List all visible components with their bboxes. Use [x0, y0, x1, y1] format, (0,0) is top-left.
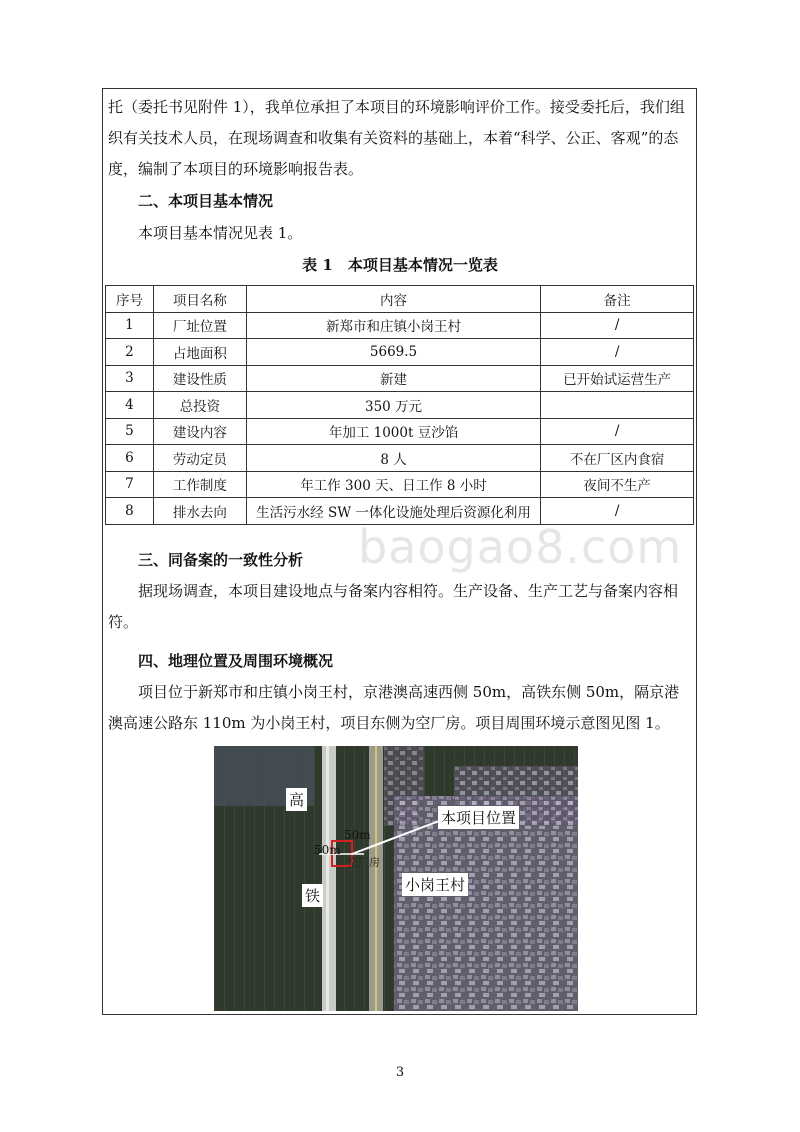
map-label-distance-west: 50m	[314, 843, 341, 857]
table-cell: 7	[106, 471, 154, 498]
table-cell: 1	[106, 312, 154, 339]
header-cell: 备注	[541, 286, 694, 313]
table-header-row	[106, 286, 694, 313]
header-cell: 项目名称	[153, 286, 246, 313]
table-cell: 6	[106, 445, 154, 472]
table-cell: 排水去向	[153, 498, 246, 525]
section-3-heading: 三、同备案的一致性分析	[138, 551, 304, 569]
map-label-project: 本项目位置	[438, 806, 519, 829]
table-cell: 工作制度	[153, 471, 246, 498]
table-cell: 5669.5	[246, 339, 540, 366]
table-cell: 5	[106, 418, 154, 445]
table-row	[106, 445, 694, 472]
table-cell: 3	[106, 365, 154, 392]
table-cell: /	[541, 339, 694, 366]
table-cell: 夜间不生产	[541, 471, 694, 498]
section-4-text: 项目位于新郑市和庄镇小岗王村，京港澳高速西侧 50m，高铁东侧 50m，隔京港澳高速公路东 110m 为小岗王村，项目东侧为空厂房。项目周围环境示意图见图 1。	[108, 683, 680, 732]
table-cell: 350 万元	[246, 392, 540, 419]
table-caption: 表 1 本项目基本情况一览表	[302, 256, 498, 274]
table-row	[106, 471, 694, 498]
table-cell: 新郑市和庄镇小岗王村	[246, 312, 540, 339]
map-label-rail-top: 高	[286, 788, 307, 811]
table-cell: 8 人	[246, 445, 540, 472]
table-cell: 8	[106, 498, 154, 525]
table-row	[106, 392, 694, 419]
table-cell: /	[541, 312, 694, 339]
page-number: 3	[395, 1065, 405, 1080]
table-cell: 年工作 300 天、日工作 8 小时	[246, 471, 540, 498]
section-2-heading: 二、本项目基本情况	[138, 192, 274, 210]
table-cell: 新建	[246, 365, 540, 392]
map-label-empty-factory: 空厂房	[347, 856, 380, 869]
map-label-village: 小岗王村	[402, 873, 468, 896]
map-satellite-image	[214, 746, 578, 1011]
table-cell: 建设性质	[153, 365, 246, 392]
table-cell: 年加工 1000t 豆沙馅	[246, 418, 540, 445]
table-row	[106, 339, 694, 366]
watermark: baogao8.com	[358, 520, 683, 574]
header-cell: 序号	[106, 286, 154, 313]
table-cell: 4	[106, 392, 154, 419]
table-row	[106, 418, 694, 445]
table-cell: 已开始试运营生产	[541, 365, 694, 392]
intro-paragraph: 托（委托书见附件 1），我单位承担了本项目的环境影响评价工作。接受委托后，我们组织有关技术人员，在现场调查和收集有关资料的基础上，本着“科学、公正、客观”的态度，编制了本项目的环境影响报告表。	[108, 98, 685, 178]
section-4-heading: 四、地理位置及周围环境概况	[138, 652, 334, 670]
section-3-text: 据现场调查，本项目建设地点与备案内容相符。生产设备、生产工艺与备案内容相符。	[108, 582, 679, 631]
table-cell: 劳动定员	[153, 445, 246, 472]
table-cell: 建设内容	[153, 418, 246, 445]
header-cell: 内容	[246, 286, 540, 313]
table-row	[106, 365, 694, 392]
location-map	[214, 746, 578, 1011]
table-cell: /	[541, 418, 694, 445]
section-2-text: 本项目基本情况见表 1。	[138, 224, 303, 242]
table-row	[106, 312, 694, 339]
table-cell	[541, 392, 694, 419]
table-cell: 不在厂区内食宿	[541, 445, 694, 472]
project-info-table	[105, 285, 694, 525]
table-cell: 2	[106, 339, 154, 366]
map-label-distance-north: 50m	[344, 828, 371, 842]
table-cell: 厂址位置	[153, 312, 246, 339]
table-cell: 生活污水经 SW 一体化设施处理后资源化利用	[246, 498, 540, 525]
map-label-rail-bottom: 铁	[302, 884, 323, 907]
table-cell: /	[541, 498, 694, 525]
table-cell: 总投资	[153, 392, 246, 419]
table-cell: 占地面积	[153, 339, 246, 366]
